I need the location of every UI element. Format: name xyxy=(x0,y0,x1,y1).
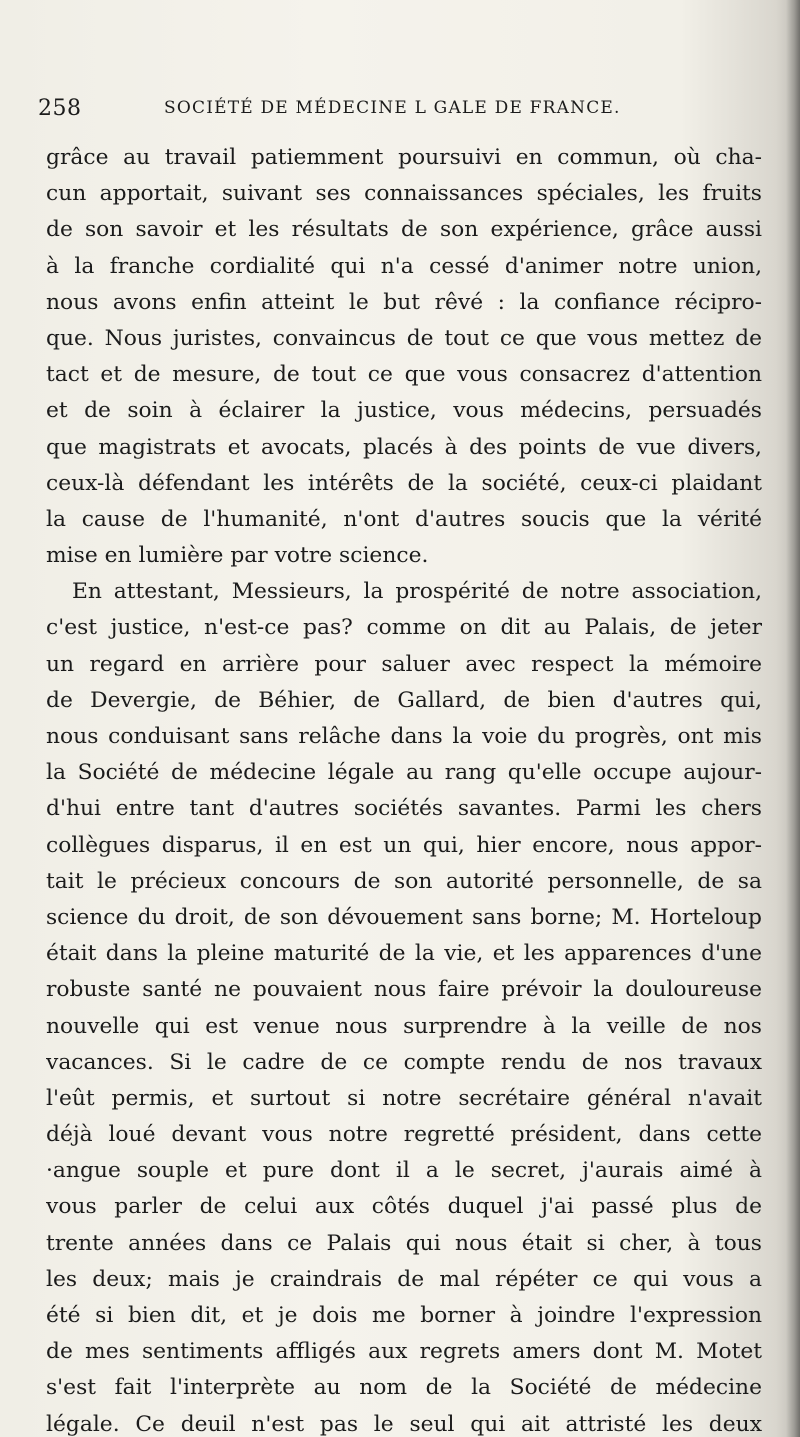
text-line: la Société de médecine légale au rang qu'elle occupe aujour- xyxy=(46,760,762,786)
text-line: les deux; mais je craindrais de mal répéter ce qui vous a xyxy=(46,1266,762,1292)
text-line: c'est justice, n'est-ce pas? comme on dit au Palais, de jeter xyxy=(46,615,762,641)
text-line: était dans la pleine maturité de la vie, et les apparences d'une xyxy=(46,941,762,967)
text-line: légale. Ce deuil n'est pas le seul qui ait attristé les deux xyxy=(46,1411,762,1437)
text-line: ·angue souple et pure dont il a le secret, j'aurais aimé à xyxy=(46,1158,762,1184)
text-line: science du droit, de son dévouement sans borne; M. Horteloup xyxy=(46,904,762,930)
text-line: à la franche cordialité qui n'a cessé d'animer notre union, xyxy=(46,253,762,279)
text-line: été si bien dit, et je dois me borner à joindre l'expression xyxy=(46,1303,762,1328)
text-line: vous parler de celui aux côtés duquel j'ai passé plus de xyxy=(46,1194,762,1220)
text-line: grâce au travail patiemment poursuivi en commun, où cha- xyxy=(46,145,762,170)
text-line: de son savoir et les résultats de son expérience, grâce aussi xyxy=(46,217,762,243)
page-edge-shadow xyxy=(786,0,800,1437)
text-line: trente années dans ce Palais qui nous était si cher, à tous xyxy=(46,1230,762,1256)
text-line: déjà loué devant vous notre regretté président, dans cette xyxy=(46,1122,762,1148)
text-line: de mes sentiments affligés aux regrets amers dont M. Motet xyxy=(46,1339,762,1365)
text-line: mise en lumière par votre science. xyxy=(46,543,429,569)
text-line: de Devergie, de Béhier, de Gallard, de bien d'autres qui, xyxy=(46,687,762,713)
running-head: SOCIÉTÉ DE MÉDECINE L GALE DE FRANCE. xyxy=(164,98,621,118)
text-line: l'eût permis, et surtout si notre secrétaire général n'avait xyxy=(46,1085,762,1111)
text-line: que. Nous juristes, convaincus de tout ce que vous mettez de xyxy=(46,325,762,351)
text-line: vacances. Si le cadre de ce compte rendu de nos travaux xyxy=(46,1049,762,1075)
text-line: nous avons enfin atteint le but rêvé : la confiance récipro- xyxy=(46,289,762,315)
text-line: En attestant, Messieurs, la prospérité de notre association, xyxy=(72,579,762,605)
text-line: nouvelle qui est venue nous surprendre à la veille de nos xyxy=(46,1013,762,1039)
text-line: robuste santé ne pouvaient nous faire prévoir la douloureuse xyxy=(46,977,762,1003)
text-line: et de soin à éclairer la justice, vous médecins, persuadés xyxy=(46,398,762,424)
page-header xyxy=(38,96,758,126)
page-number: 258 xyxy=(38,96,82,121)
body-text xyxy=(46,140,762,1437)
text-line: ceux-là défendant les intérêts de la société, ceux-ci plaidant xyxy=(46,470,762,496)
text-line: nous conduisant sans relâche dans la voie du progrès, ont mis xyxy=(46,724,762,749)
text-line: cun apportait, suivant ses connaissances spéciales, les fruits xyxy=(46,181,762,207)
text-line: d'hui entre tant d'autres sociétés savantes. Parmi les chers xyxy=(46,796,762,822)
text-line: s'est fait l'interprète au nom de la Société de médecine xyxy=(46,1375,762,1401)
text-line: collègues disparus, il en est un qui, hier encore, nous appor- xyxy=(46,832,762,858)
text-line: un regard en arrière pour saluer avec respect la mémoire xyxy=(46,651,762,677)
text-line: que magistrats et avocats, placés à des points de vue divers, xyxy=(46,434,762,460)
text-line: tact et de mesure, de tout ce que vous consacrez d'attention xyxy=(46,362,762,388)
text-line: la cause de l'humanité, n'ont d'autres soucis que la vérité xyxy=(46,506,762,532)
text-line: tait le précieux concours de son autorité personnelle, de sa xyxy=(46,868,762,894)
